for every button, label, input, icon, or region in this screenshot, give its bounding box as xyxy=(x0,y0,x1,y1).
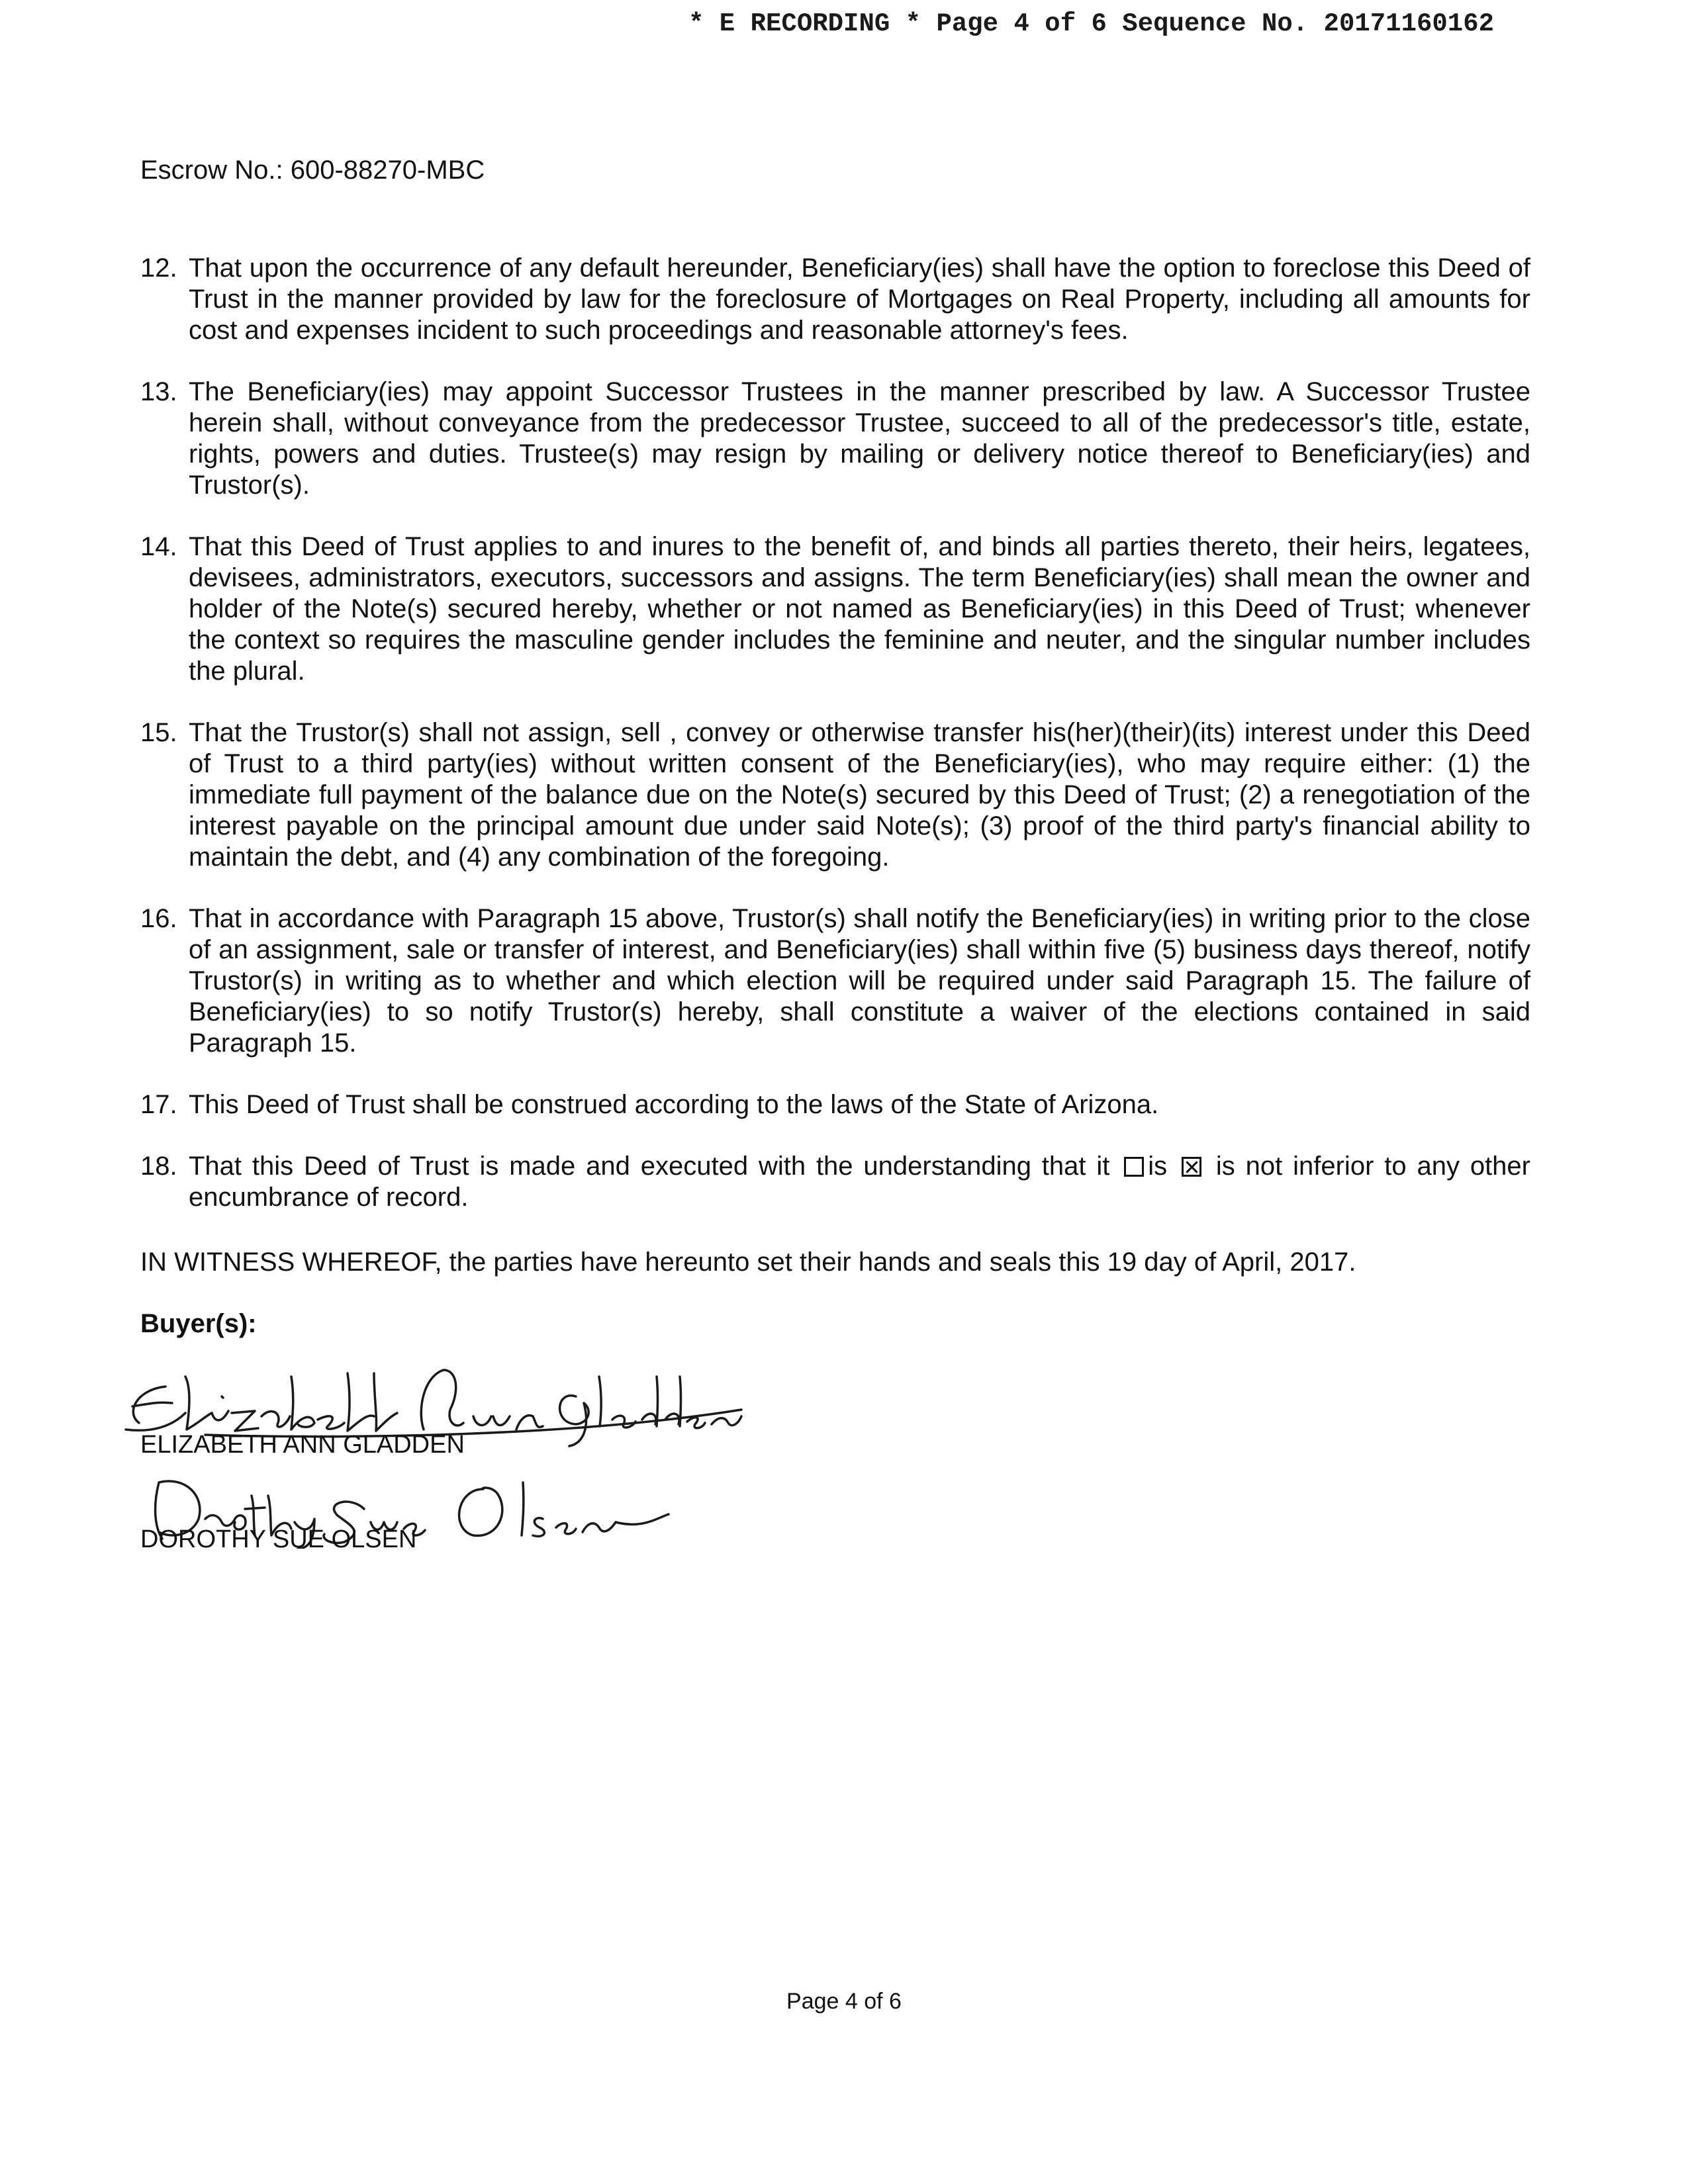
clause-number: 18. xyxy=(140,1152,177,1181)
clause-list xyxy=(140,253,1530,1244)
clause-15 xyxy=(140,717,1530,873)
signer-name-1: ELIZABETH ANN GLADDEN xyxy=(140,1431,465,1459)
is-option-label: is xyxy=(1148,1152,1168,1181)
witness-statement: IN WITNESS WHEREOF, the parties have hereunto set their hands and seals this 19 day of April, 2017. xyxy=(140,1248,1356,1277)
clause-text: This Deed of Trust shall be construed according to the laws of the State of Arizona. xyxy=(189,1090,1159,1119)
clause-number: 16. xyxy=(140,904,177,933)
escrow-number: Escrow No.: 600-88270-MBC xyxy=(140,156,485,185)
clause-17 xyxy=(140,1089,1530,1120)
page-footer: Page 4 of 6 xyxy=(786,1989,902,2014)
clause-number: 13. xyxy=(140,377,177,406)
recording-stamp: * E RECORDING * Page 4 of 6 Sequence No. 20171160162 xyxy=(688,9,1494,38)
signer-name-2: DOROTHY SUE OLSEN xyxy=(140,1525,417,1553)
clause-number: 12. xyxy=(140,253,177,283)
clause-text: That this Deed of Trust applies to and inures to the benefit of, and binds all parties thereto, their heirs, legatees, devisees, administrators, executors, successors and assigns. The term Beneficiary(ies) shall mean the owner and holder of the Note(s) secured hereby, whether or not named as Beneficiary(ies) in this Deed of Trust; whenever the context so requires the masculine gender includes the feminine and neuter, and the singular number includes the plural. xyxy=(189,532,1530,686)
clause-text: That upon the occurrence of any default hereunder, Beneficiary(ies) shall have the option to foreclose this Deed of Trust in the manner provided by law for the foreclosure of Mortgages on Real Property, including all amounts for cost and expenses incident to such proceedings and reasonable attorney's fees. xyxy=(189,253,1530,345)
buyers-label: Buyer(s): xyxy=(140,1309,257,1338)
clause-number: 14. xyxy=(140,532,177,561)
clause-14 xyxy=(140,531,1530,687)
clause-12 xyxy=(140,253,1530,346)
clause-text: That in accordance with Paragraph 15 above, Trustor(s) shall notify the Beneficiary(ies) in writing prior to the close of an assignment, sale or transfer of interest, and Beneficiary(ies) shall within five (5) business days thereof, notify Trustor(s) in writing as to whether and which election will be required under said Paragraph 15. The failure of Beneficiary(ies) to so notify Trustor(s) hereby, shall constitute a waiver of the elections contained in said Paragraph 15. xyxy=(189,904,1530,1058)
clause-text: That the Trustor(s) shall not assign, sell , convey or otherwise transfer his(her)(their)(its) interest under this Deed of Trust to a third party(ies) without written consent of the Beneficiary(ies), who may require either: (1) the immediate full payment of the balance due on the Note(s) secured by this Deed of Trust; (2) a renegotiation of the interest payable on the principal amount due under said Note(s); (3) proof of the third party's financial ability to maintain the debt, and (4) any combination of the foregoing. xyxy=(189,718,1530,872)
clause-text: The Beneficiary(ies) may appoint Successor Trustees in the manner prescribed by law. A Successor Trustee herein shall, without conveyance from the predecessor Trustee, succeed to all of the predecessor's title, estate, rights, powers and duties. Trustee(s) may resign by mailing or delivery notice thereof to Beneficiary(ies) and Trustor(s). xyxy=(189,377,1530,500)
clause-number: 17. xyxy=(140,1090,177,1119)
is-checkbox[interactable] xyxy=(1124,1157,1144,1177)
is-not-checkbox[interactable] xyxy=(1182,1157,1201,1177)
clause-18-text-after: is not inferior to any other encumbrance of record. xyxy=(189,1152,1530,1212)
clause-text xyxy=(189,1151,1530,1213)
clause-18-text-before: That this Deed of Trust is made and executed with the understanding that it xyxy=(189,1152,1110,1181)
clause-16 xyxy=(140,903,1530,1059)
clause-13 xyxy=(140,377,1530,501)
clause-18 xyxy=(140,1151,1530,1213)
clause-number: 15. xyxy=(140,718,177,747)
